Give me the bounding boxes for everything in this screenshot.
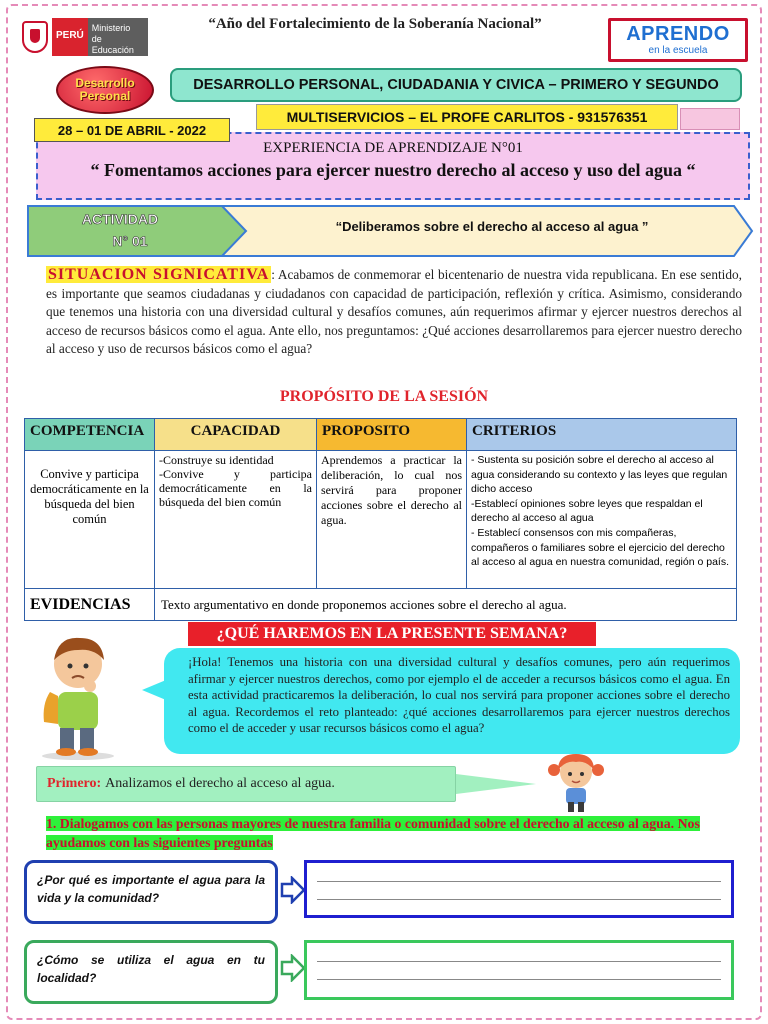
date-badge: 28 – 01 DE ABRIL - 2022 — [34, 118, 230, 142]
proposito-title: PROPÓSITO DE LA SESIÓN — [279, 388, 489, 405]
peru-shield-icon — [22, 21, 48, 53]
header-competencia: COMPETENCIA — [25, 419, 155, 451]
situation-body: : Acabamos de conmemorar el bicentenario de nuestra vida republicana. En ese sentido, es importante que seamos ciudadanas y ciudadanos con capacidad de participación, reflexión y crítica. Asimismo, considerando que tenemos una historia con una diversidad cultural y desafíos comunes, aún requerimos afirmar y ejercer nuestros derechos al acceso de recursos básicos como el agua. Ante ello, nos preguntamos: ¿Qué acciones desarrollaremos para ejercer nuestro derecho al acceso y uso de recursos básicos como el agua? — [46, 267, 742, 356]
question-2-box: ¿Cómo se utiliza el agua en tu localidad? — [24, 940, 278, 1004]
cell-competencia: Convive y participa democráticamente en la búsqueda del bien común — [25, 451, 155, 589]
boy-thinking-icon — [28, 630, 128, 760]
activity-arrows-icon — [26, 204, 754, 258]
aprendo-logo — [608, 18, 748, 62]
multiservicios-banner: MULTISERVICIOS – EL PROFE CARLITOS - 931576351 — [256, 104, 678, 130]
ministry-label: Ministerio de Educación — [88, 18, 148, 56]
answer-line — [317, 881, 721, 882]
experience-label: EXPERIENCIA DE APRENDIZAJE N°01 — [263, 140, 523, 156]
competencias-table — [24, 418, 737, 621]
ministry-logo — [22, 16, 148, 58]
arrow-right-icon — [280, 954, 306, 982]
header-proposito: PROPOSITO — [317, 419, 467, 451]
primero-tail — [456, 774, 536, 794]
arrow-right-icon — [280, 876, 306, 904]
header-capacidad: CAPACIDAD — [155, 419, 317, 451]
girl-icon — [540, 752, 612, 814]
decorative-tab — [680, 108, 740, 130]
answer-line — [317, 899, 721, 900]
cell-capacidad: -Construye su identidad -Convive y participa democráticamente en la búsqueda del bien común — [155, 451, 317, 589]
cell-evidencias: Texto argumentativo en donde proponemos acciones sobre el derecho al agua. — [155, 589, 737, 621]
activity-title: “Deliberamos sobre el derecho al acceso al agua ” — [335, 219, 649, 234]
course-banner: DESARROLLO PERSONAL, CIUDADANIA Y CIVICA – PRIMERO Y SEGUNDO — [170, 68, 742, 102]
year-title: “Año del Fortalecimiento de la Soberanía Nacional” — [208, 16, 542, 32]
header-criterios: CRITERIOS — [467, 419, 737, 451]
cell-proposito: Aprendemos a practicar la deliberación, lo cual nos servirá para proponer acciones sobre el derecho al agua. — [317, 451, 467, 589]
answer-1-field[interactable] — [304, 860, 734, 918]
primero-text: Analizamos el derecho al acceso al agua. — [105, 776, 335, 791]
primero-label: Primero: — [47, 776, 102, 791]
cell-criterios: - Sustenta su posición sobre el derecho al acceso al agua considerando su contexto y las leyes que regulan dicho acceso -Establecí opiniones sobre leyes que respaldan el derecho al acceso al agua - Establecí consensos con mis compañeras, compañeros o familiares sobre el ejercicio del derecho al acceso al agua en nuestra comunidad, región o país. — [467, 451, 737, 589]
task-1 — [46, 814, 736, 852]
dp-logo-line2: Personal — [79, 89, 131, 103]
dp-logo-line1: Desarrollo — [75, 76, 135, 90]
aprendo-logo-subtitle: en la escuela — [648, 45, 708, 56]
situation-title: SITUACION SIGNICATIVA — [48, 266, 270, 283]
peru-label: PERÚ — [52, 18, 88, 56]
answer-line — [317, 961, 721, 962]
desarrollo-personal-logo — [56, 66, 154, 114]
experience-title: “ Fomentamos acciones para ejercer nuestro derecho al acceso y uso del agua “ — [90, 160, 696, 180]
activity-banner — [26, 204, 754, 258]
answer-line — [317, 979, 721, 980]
primero-box — [36, 766, 456, 802]
situation-paragraph — [46, 266, 742, 359]
question-1-box: ¿Por qué es importante el agua para la vida y la comunidad? — [24, 860, 278, 924]
aprendo-logo-title: APRENDO — [626, 23, 730, 45]
task-1-text: 1. Dialogamos con las personas mayores de nuestra familia o comunidad sobre el derecho al acceso al agua. Nos ayudamos con las siguientes preguntas — [46, 816, 700, 850]
experience-box — [36, 132, 750, 200]
week-title: ¿QUÉ HAREMOS EN LA PRESENTE SEMANA? — [188, 622, 596, 646]
speech-bubble: ¡Hola! Tenemos una historia con una diversidad cultural y desafíos comunes, pero aún requerimos afirmar y ejercer nuestros derechos, como por ejemplo el de acceder a recursos básicos como el agua. En esta actividad practicaremos la deliberación, lo cual nos servirá para proponer acciones sobre el derecho al agua. Recordemos el reto planteado: ¿qué acciones desarrollaremos para ejercer nuestros derechos como el de acceder y usar recursos básicos como el agua? — [164, 648, 740, 754]
cell-evidencias-label: EVIDENCIAS — [25, 589, 155, 621]
answer-2-field[interactable] — [304, 940, 734, 1000]
activity-label-1: ACTIVIDAD — [81, 211, 159, 227]
speech-bubble-tail — [142, 680, 166, 700]
activity-label-2: N° 01 — [112, 233, 148, 249]
